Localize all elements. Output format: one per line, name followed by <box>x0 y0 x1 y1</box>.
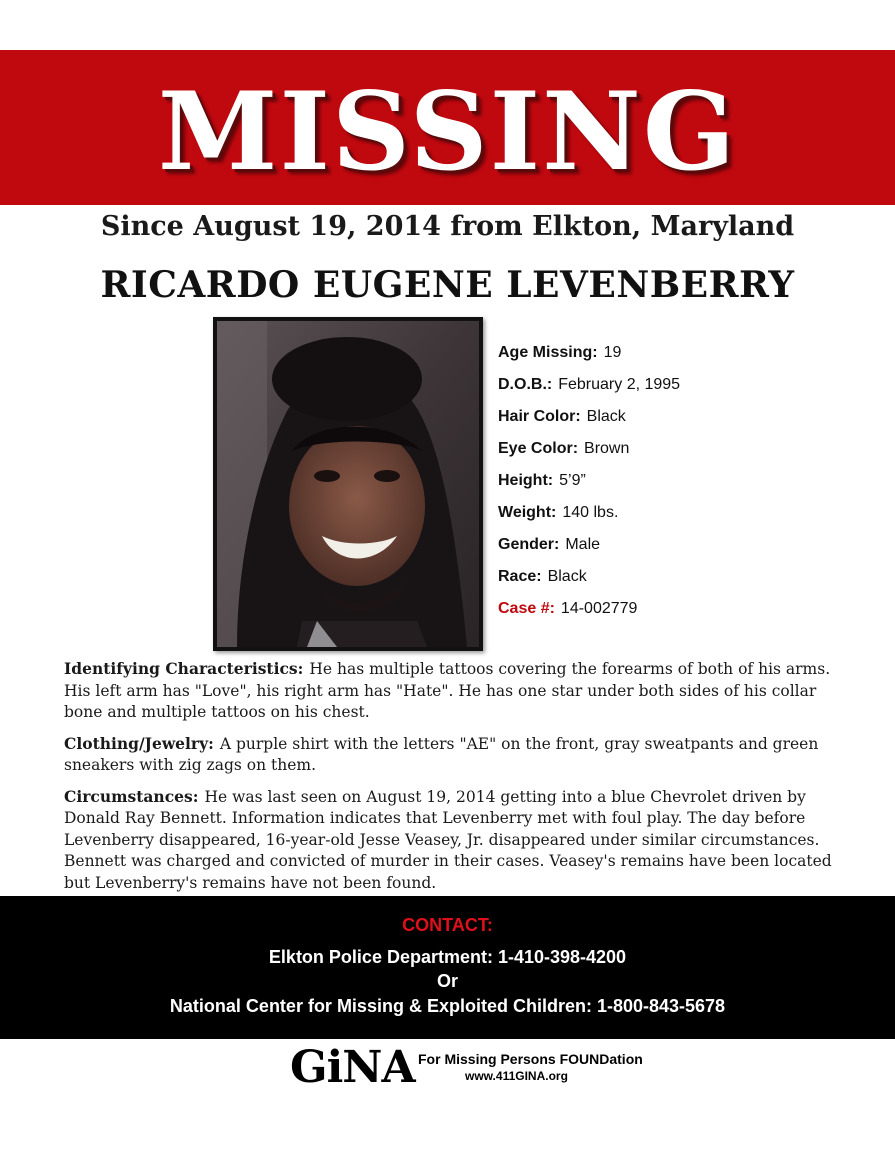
fact-value: Male <box>565 536 601 553</box>
gina-tagline: For Missing Persons FOUNDation <box>418 1051 643 1067</box>
fact-label: Case #: <box>498 600 555 617</box>
footer <box>290 1042 650 1093</box>
fact-value: Black <box>547 568 587 585</box>
circumstances <box>64 786 834 895</box>
identifying-characteristics <box>64 658 834 724</box>
fact-dob <box>498 372 878 404</box>
fact-value: 19 <box>603 344 622 361</box>
fact-value: February 2, 1995 <box>558 376 681 393</box>
fact-value: 140 lbs. <box>562 504 619 521</box>
para-text: He has multiple tattoos covering the forearms of both of his arms. His left arm has "Love", his right arm has "Hate". He has one star under both sides of his collar bone and multiple tattoos on his chest. <box>64 660 831 721</box>
clothing-jewelry <box>64 733 834 777</box>
fact-race <box>498 564 878 596</box>
fact-hair-color <box>498 404 878 436</box>
contact-ncmec: National Center for Missing & Exploited Children: 1-800-843-5678 <box>169 996 726 1016</box>
fact-case-number <box>498 596 878 628</box>
portrait-illustration <box>217 321 479 647</box>
fact-value: Black <box>586 408 626 425</box>
details-section <box>64 658 834 903</box>
contact-title: CONTACT: <box>402 915 493 935</box>
fact-value: 14-002779 <box>560 600 638 617</box>
person-name: RICARDO EUGENE LEVENBERRY <box>100 264 795 306</box>
fact-height <box>498 468 878 500</box>
contact-section <box>0 896 895 1039</box>
fact-gender <box>498 532 878 564</box>
since-line: Since August 19, 2014 from Elkton, Maryland <box>100 211 795 242</box>
fact-label: Hair Color: <box>498 408 581 425</box>
para-label: Clothing/Jewelry: <box>64 733 214 753</box>
fact-weight <box>498 500 878 532</box>
para-text: He was last seen on August 19, 2014 getting into a blue Chevrolet driven by Donald Ray Bennett. Information indicates that Levenberry met with foul play. The day before Levenberry disappeared, 16-year-old Jesse Veasey, Jr. disappeared under similar circumstances. Bennett was charged and convicted of murder in their cases. Veasey's remains have been located but Levenberry's remains have not been found. <box>64 787 832 892</box>
fact-value: 5’9” <box>559 472 586 489</box>
para-label: Circumstances: <box>64 786 199 806</box>
fact-age <box>498 340 878 372</box>
person-photo <box>213 317 483 651</box>
facts-list <box>498 340 878 628</box>
fact-label: Gender: <box>498 536 560 553</box>
fact-label: Height: <box>498 472 554 489</box>
contact-police: Elkton Police Department: 1-410-398-4200 <box>268 947 627 967</box>
gina-logo: GiNA <box>290 1042 415 1093</box>
fact-label: Weight: <box>498 504 557 521</box>
missing-title: MISSING <box>157 69 738 195</box>
fact-label: D.O.B.: <box>498 376 553 393</box>
fact-label: Age Missing: <box>498 344 598 361</box>
fact-eye-color <box>498 436 878 468</box>
contact-or: Or <box>436 971 458 991</box>
para-label: Identifying Characteristics: <box>64 659 304 678</box>
fact-label: Eye Color: <box>498 440 579 457</box>
para-text: A purple shirt with the letters "AE" on the front, gray sweatpants and green sneakers with zig zags on them. <box>64 734 819 774</box>
gina-url: www.411GINA.org <box>465 1069 568 1083</box>
fact-label: Race: <box>498 568 542 585</box>
fact-value: Brown <box>584 440 630 457</box>
